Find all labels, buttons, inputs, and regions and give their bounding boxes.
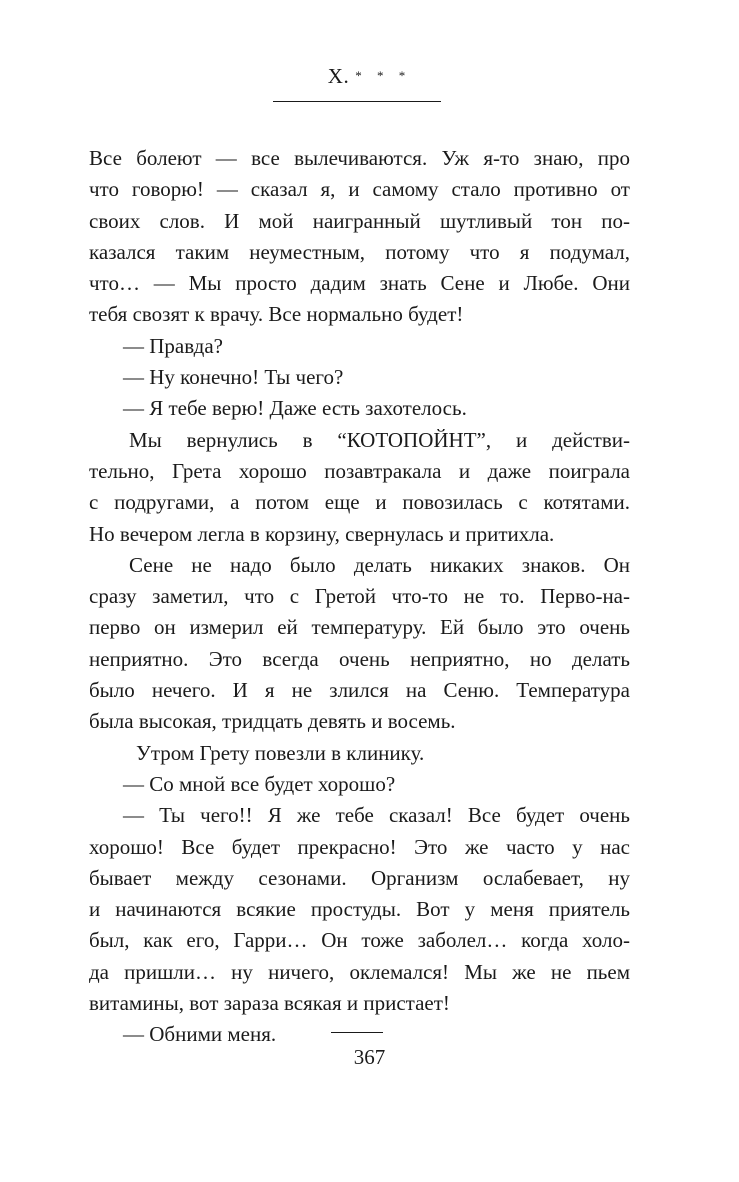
dialogue-line: — Со мной все будет хорошо? bbox=[123, 771, 396, 796]
asterism-ornament: * * * bbox=[355, 68, 412, 83]
paragraph-first-line: Утром Грету повезли в клинику. bbox=[136, 740, 425, 765]
paragraph-first-line: Мы вернулись в “КОТОПОЙНТ”, и действи- bbox=[129, 427, 630, 452]
running-head bbox=[0, 64, 739, 89]
text-line: был, как его, Гарри… Он тоже заболел… когда холо- bbox=[89, 928, 630, 953]
text-line: и начинаются всякие простуды. Вот у меня приятель bbox=[89, 897, 630, 922]
text-line: Но вечером легла в корзину, свернулась и притихла. bbox=[89, 521, 555, 546]
text-line: витамины, вот зараза всякая и пристает! bbox=[89, 991, 450, 1016]
dialogue-line: — Ты чего!! Я же тебе сказал! Все будет очень bbox=[123, 803, 630, 828]
text-line: тельно, Грета хорошо позавтракала и даже поиграла bbox=[89, 458, 630, 483]
text-line: неприятно. Это всегда очень неприятно, но делать bbox=[89, 646, 630, 671]
text-line: перво он измерил ей температуру. Ей было это очень bbox=[89, 615, 630, 640]
dialogue-line: — Правда? bbox=[123, 333, 223, 358]
text-line: Все болеют — все вылечиваются. Уж я-то знаю, про bbox=[89, 146, 630, 170]
text-line: да пришли… ну ничего, оклемался! Мы же не пьем bbox=[89, 959, 630, 984]
page-number: 367 bbox=[353, 1045, 386, 1069]
text-line: тебя свозят к врачу. Все нормально будет! bbox=[89, 302, 464, 327]
running-head-title: Х. bbox=[327, 64, 350, 88]
dialogue-line: — Обними меня. bbox=[123, 1022, 277, 1047]
text-line: что говорю! — сказал я, и самому стало противно от bbox=[89, 177, 630, 202]
text-line: казался таким неуместным, потому что я подумал, bbox=[89, 239, 630, 264]
text-line: своих слов. И мой наигранный шутливый тон по- bbox=[89, 208, 630, 233]
dialogue-line: — Ну конечно! Ты чего? bbox=[123, 365, 344, 390]
dialogue-line: — Я тебе верю! Даже есть захотелось. bbox=[123, 396, 467, 421]
text-line: бывает между сезонами. Организм ослабевает, ну bbox=[89, 865, 630, 890]
text-line: было нечего. И я не злился на Сеню. Температура bbox=[89, 678, 630, 703]
text-line: с подругами, а потом еще и повозилась с котятами. bbox=[89, 490, 630, 515]
header-rule bbox=[273, 101, 441, 102]
text-line: была высокая, тридцать девять и восемь. bbox=[89, 709, 456, 734]
body-text bbox=[89, 143, 630, 1051]
text-line: сразу заметил, что с Гретой что-то не то. Перво-на- bbox=[89, 584, 630, 609]
text-line: хорошо! Все будет прекрасно! Это же часто у нас bbox=[89, 834, 630, 859]
footer-rule bbox=[331, 1032, 383, 1033]
text-line: что… — Мы просто дадим знать Сене и Любе. Они bbox=[89, 271, 630, 296]
paragraph-first-line: Сене не надо было делать никаких знаков. Он bbox=[129, 552, 630, 577]
